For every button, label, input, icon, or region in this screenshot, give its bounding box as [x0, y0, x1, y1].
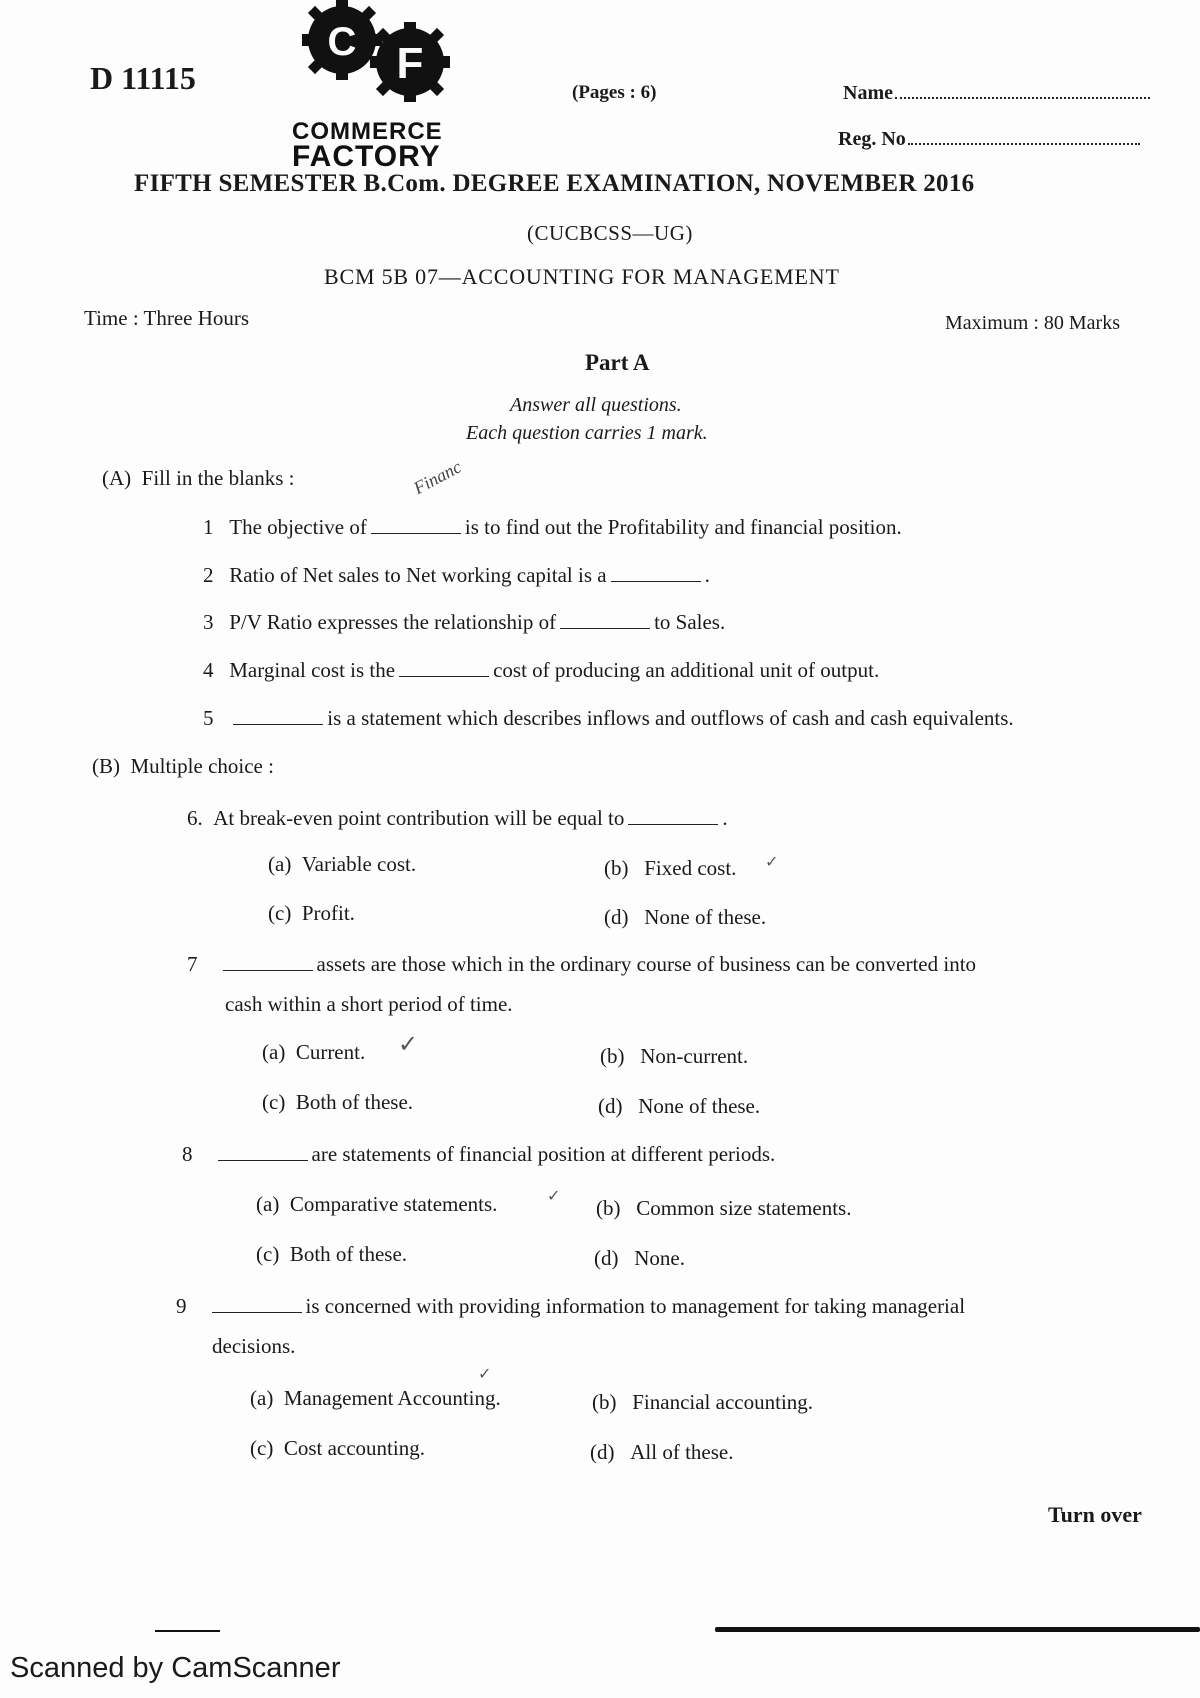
question-8: 8 are statements of financial position at different periods. [182, 1142, 776, 1166]
name-field [843, 82, 1150, 105]
name-label: Name [843, 82, 893, 104]
question-number: 7 [187, 952, 198, 976]
logo-letter-f: F [396, 39, 424, 88]
check-mark-icon: ✓ [765, 852, 779, 871]
scanner-watermark: Scanned by CamScanner [10, 1652, 341, 1684]
reg-no-field [838, 128, 1140, 151]
part-a-heading: Part A [585, 350, 650, 375]
handwritten-note: Financ [410, 456, 465, 499]
check-mark-icon: ✓ [398, 1030, 419, 1058]
check-mark-icon: ✓ [478, 1364, 492, 1383]
q7-option-a: (a) Current. [262, 1040, 366, 1064]
q9-option-a: (a) Management Accounting. [250, 1386, 501, 1410]
question-6: 6. At break-even point contribution will be equal to . [187, 806, 728, 830]
q8-option-d: (d) None. [594, 1246, 685, 1270]
question-2: 2 Ratio of Net sales to Net working capital is a . [203, 563, 710, 587]
exam-code: D 11115 [90, 60, 196, 96]
subject-title: BCM 5B 07—ACCOUNTING FOR MANAGEMENT [324, 264, 840, 289]
exam-time: Time : Three Hours [84, 306, 250, 330]
question-4: 4 Marginal cost is the cost of producing an additional unit of output. [203, 658, 880, 682]
q8-option-c: (c) Both of these. [256, 1242, 408, 1266]
section-a-heading [102, 466, 295, 491]
question-7-continued: cash within a short period of time. [225, 992, 513, 1016]
q9-option-d: (d) All of these. [590, 1440, 734, 1464]
q6-option-c: (c) Profit. [268, 901, 355, 925]
question-number: 9 [176, 1294, 187, 1318]
question-3: 3 P/V Ratio expresses the relationship of to Sales. [203, 610, 726, 634]
question-5: 5 is a statement which describes inflows and outflows of cash and cash equivalents. [203, 706, 1014, 730]
question-number: 5 [203, 706, 214, 730]
logo-text-commerce: COMMERCE [292, 118, 443, 145]
q6-option-d: (d) None of these. [604, 905, 767, 929]
question-number: 3 [203, 610, 214, 634]
part-a-instruction-1: Answer all questions. [510, 394, 682, 416]
footer-rule-left [155, 1630, 220, 1632]
exam-scheme: (CUCBCSS—UG) [527, 221, 693, 245]
section-b-label: (B) [92, 754, 120, 778]
exam-title: FIFTH SEMESTER B.Com. DEGREE EXAMINATION, NOVEMBER 2016 [134, 170, 975, 197]
q9-option-c: (c) Cost accounting. [250, 1436, 425, 1460]
reg-no-label: Reg. No [838, 128, 906, 150]
question-1: 1 The objective of is to find out the Profitability and financial position. [203, 515, 902, 539]
footer-rule-right [715, 1627, 1200, 1632]
q6-option-a: (a) Variable cost. [268, 852, 417, 876]
logo-letter-c: C [327, 20, 357, 64]
section-a-label: (A) [102, 466, 132, 490]
check-mark-icon: ✓ [547, 1186, 561, 1205]
turn-over: Turn over [1048, 1502, 1142, 1527]
q8-option-b: (b) Common size statements. [596, 1196, 852, 1220]
q8-option-a: (a) Comparative statements. [256, 1192, 498, 1216]
pages-count: (Pages : 6) [572, 82, 657, 103]
q7-option-d: (d) None of these. [598, 1094, 761, 1118]
question-number: 6. [187, 806, 203, 830]
commerce-factory-logo [292, 0, 472, 120]
question-number: 1 [203, 515, 214, 539]
q6-option-b: (b) Fixed cost. [604, 856, 737, 880]
question-number: 4 [203, 658, 214, 682]
question-9: 9 is concerned with providing information to management for taking managerial [176, 1294, 966, 1318]
maximum-marks: Maximum : 80 Marks [945, 312, 1120, 334]
q7-option-b: (b) Non-current. [600, 1044, 749, 1068]
q7-option-c: (c) Both of these. [262, 1090, 414, 1114]
question-9-continued: decisions. [212, 1334, 296, 1358]
question-number: 8 [182, 1142, 193, 1166]
section-a-title: Fill in the blanks : [141, 466, 295, 490]
section-b-heading [92, 754, 274, 779]
q9-option-b: (b) Financial accounting. [592, 1390, 814, 1414]
part-a-instruction-2: Each question carries 1 mark. [466, 422, 708, 444]
question-7: 7 assets are those which in the ordinary course of business can be converted into [187, 952, 977, 976]
section-b-title: Multiple choice : [130, 754, 274, 778]
logo-text-factory: FACTORY [292, 140, 441, 173]
question-number: 2 [203, 563, 214, 587]
